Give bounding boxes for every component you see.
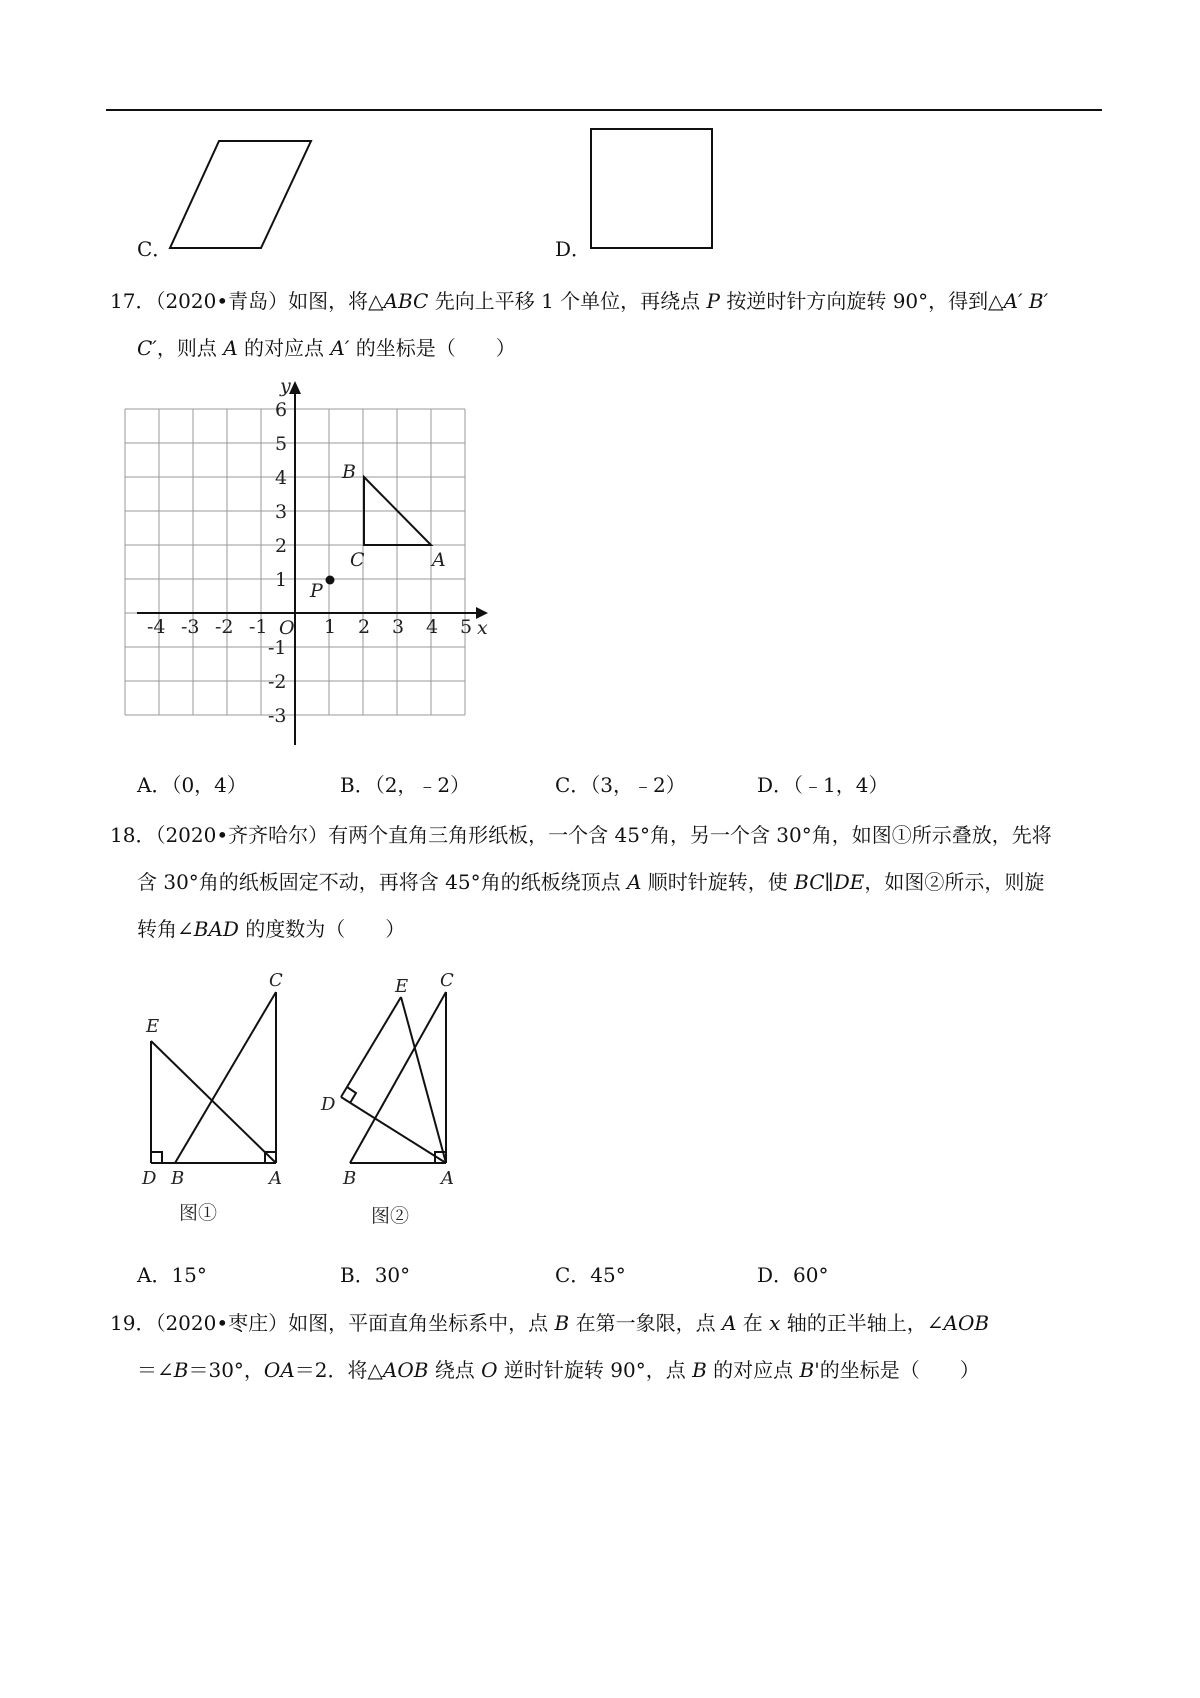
y-tick-label: 2 — [275, 535, 288, 557]
fig1-label-e: E — [146, 1016, 160, 1037]
y-tick-label: 4 — [275, 467, 288, 489]
x-tick-label: -3 — [181, 616, 200, 638]
x-axis-label: x — [477, 617, 488, 639]
fig1-label-c: C — [269, 970, 283, 991]
q18-option-b: B．30° — [340, 1263, 411, 1287]
x-tick-label: 1 — [324, 616, 337, 638]
fig1-label-d: D — [142, 1168, 157, 1189]
y-axis-label: y — [280, 375, 291, 397]
fig2-label-b: B — [343, 1168, 357, 1189]
q17-option-c: C．（3，﹣2） — [555, 773, 686, 797]
x-tick-label: -1 — [249, 616, 268, 638]
q18-line2: 含 30°角的纸板固定不动，再将含 45°角的纸板绕顶点 A 顺时针旋转，使 BC∥DE，如图②所示，则旋 — [137, 870, 1045, 894]
origin-label: O — [279, 617, 295, 639]
y-tick-label: 1 — [275, 569, 288, 591]
x-tick-label: 2 — [358, 616, 371, 638]
fig1-label-b: B — [171, 1168, 185, 1189]
q19-line1: 19．（2020•枣庄）如图，平面直角坐标系中，点 B 在第一象限，点 A 在 x 轴的正半轴上，∠AOB — [110, 1311, 990, 1335]
fig1-label-a: A — [269, 1168, 282, 1189]
y-tick-label: 5 — [275, 433, 288, 455]
x-tick-label: -4 — [147, 616, 166, 638]
option-d-label: D． — [555, 237, 592, 261]
q17-option-d: D．（﹣1，4） — [757, 773, 889, 797]
x-tick-label: 4 — [426, 616, 439, 638]
fig2-label-e: E — [395, 976, 409, 997]
point-p-label: P — [310, 580, 323, 602]
option-c-label: C． — [137, 237, 173, 261]
y-tick-label: 3 — [275, 501, 288, 523]
y-tick-label: -3 — [268, 705, 287, 727]
q18-option-a: A．15° — [137, 1263, 207, 1287]
q17-option-b: B．（2，﹣2） — [340, 773, 471, 797]
point-b-label: B — [342, 461, 356, 483]
q18-option-d: D．60° — [757, 1263, 829, 1287]
fig2-label-c: C — [440, 970, 454, 991]
q18-option-c: C．45° — [555, 1263, 626, 1287]
fig2-label-d: D — [321, 1094, 336, 1115]
q18-line3: 转角∠BAD 的度数为（ ） — [137, 917, 406, 941]
fig2-label-a: A — [441, 1168, 454, 1189]
q17-line1: 17．（2020•青岛）如图，将△ABC 先向上平移 1 个单位，再绕点 P 按逆时针方向旋转 90°，得到△A′ B′ — [110, 289, 1049, 313]
q17-option-a: A．（0，4） — [137, 773, 247, 797]
point-a-label: A — [432, 549, 446, 571]
x-tick-label: -2 — [215, 616, 234, 638]
y-tick-label: 6 — [275, 399, 288, 421]
fig2-caption: 图② — [371, 1205, 410, 1227]
y-tick-label: -1 — [268, 637, 287, 659]
y-tick-label: -2 — [268, 671, 287, 693]
q18-line1: 18．（2020•齐齐哈尔）有两个直角三角形纸板，一个含 45°角，另一个含 30°角，如图①所示叠放，先将 — [110, 823, 1052, 847]
x-tick-label: 5 — [460, 616, 473, 638]
point-c-label: C — [350, 549, 365, 571]
x-tick-label: 3 — [392, 616, 405, 638]
q17-line2: C′，则点 A 的对应点 A′ 的坐标是（ ） — [137, 336, 516, 360]
q19-line2: ＝∠B＝30°，OA＝2．将△AOB 绕点 O 逆时针旋转 90°，点 B 的对应点 B'的坐标是（ ） — [137, 1358, 980, 1382]
fig1-caption: 图① — [179, 1202, 218, 1224]
